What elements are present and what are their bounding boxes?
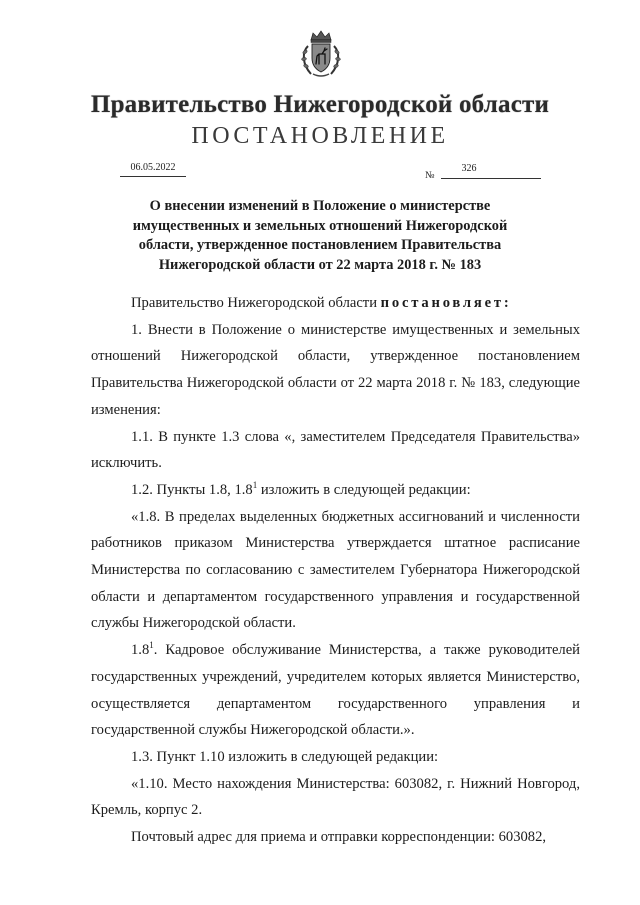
government-title: Правительство Нижегородской области bbox=[90, 91, 550, 118]
date-underline bbox=[120, 176, 186, 177]
paragraph-1-2-superscript: 1 bbox=[252, 479, 258, 490]
paragraph-1-2-text-a: 1.2. Пункты 1.8, 1.8 bbox=[131, 481, 253, 498]
paragraph-1-1: 1.1. В пункте 1.3 слова «, заместителем Председателя Правительства» исключить. bbox=[91, 428, 580, 472]
intro-text: Правительство Нижегородской области bbox=[131, 295, 381, 311]
intro-paragraph bbox=[91, 290, 580, 317]
document-type: ПОСТАНОВЛЕНИЕ bbox=[191, 123, 449, 149]
paragraph-1-2 bbox=[91, 477, 580, 504]
paragraph-1-8: «1.8. В пределах выделенных бюджетных ассигнований и численности работников приказом Министерства утверждается штатное расписание Министерства по согласованию с заместителем Губернатора Нижегородской области и департаментом государственного управления и государственной службы Нижегородской области. bbox=[91, 508, 580, 632]
number-sign: № bbox=[425, 170, 435, 181]
paragraph-postal-address: Почтовый адрес для приема и отправки корреспонденции: 603082, bbox=[131, 829, 547, 846]
paragraph-1: 1. Внести в Положение о министерстве имущественных и земельных отношений Нижегородской области, утвержденное постановлением Правительства Нижегородской области от 22 марта 2018 г. № 183, следующие изменения: bbox=[91, 321, 580, 418]
paragraph-1-8-1-text-a: 1.8 bbox=[131, 642, 150, 659]
paragraph-1-8-1-superscript: 1 bbox=[149, 640, 154, 651]
document-number: 326 bbox=[461, 163, 477, 174]
coat-of-arms-icon bbox=[299, 30, 343, 78]
number-underline bbox=[441, 178, 541, 179]
document-body bbox=[91, 290, 580, 851]
paragraph-1-3: 1.3. Пункт 1.10 изложить в следующей редакции: bbox=[131, 748, 439, 765]
paragraph-1-8-1-text-b: . Кадровое обслуживание Министерства, а также руководителей государственных учреждений, учредителем которых является Министерство, осуществляется департаментом государственного управления и государственной службы Нижегородской области.». bbox=[91, 642, 580, 739]
document-date: 06.05.2022 bbox=[130, 162, 176, 173]
paragraph-1-2-text-b: изложить в следующей редакции: bbox=[257, 481, 471, 498]
paragraph-1-8-1 bbox=[91, 637, 580, 744]
intro-verb: постановляет: bbox=[380, 295, 512, 311]
paragraph-1-10: «1.10. Место нахождения Министерства: 603082, г. Нижний Новгород, Кремль, корпус 2. bbox=[91, 775, 580, 819]
document-subject: О внесении изменений в Положение о министерстве имущественных и земельных отношений Нижегородской области, утвержденное постановлением Правительства Нижегородской области от 22 марта 2018 г. № 183 bbox=[132, 198, 508, 273]
